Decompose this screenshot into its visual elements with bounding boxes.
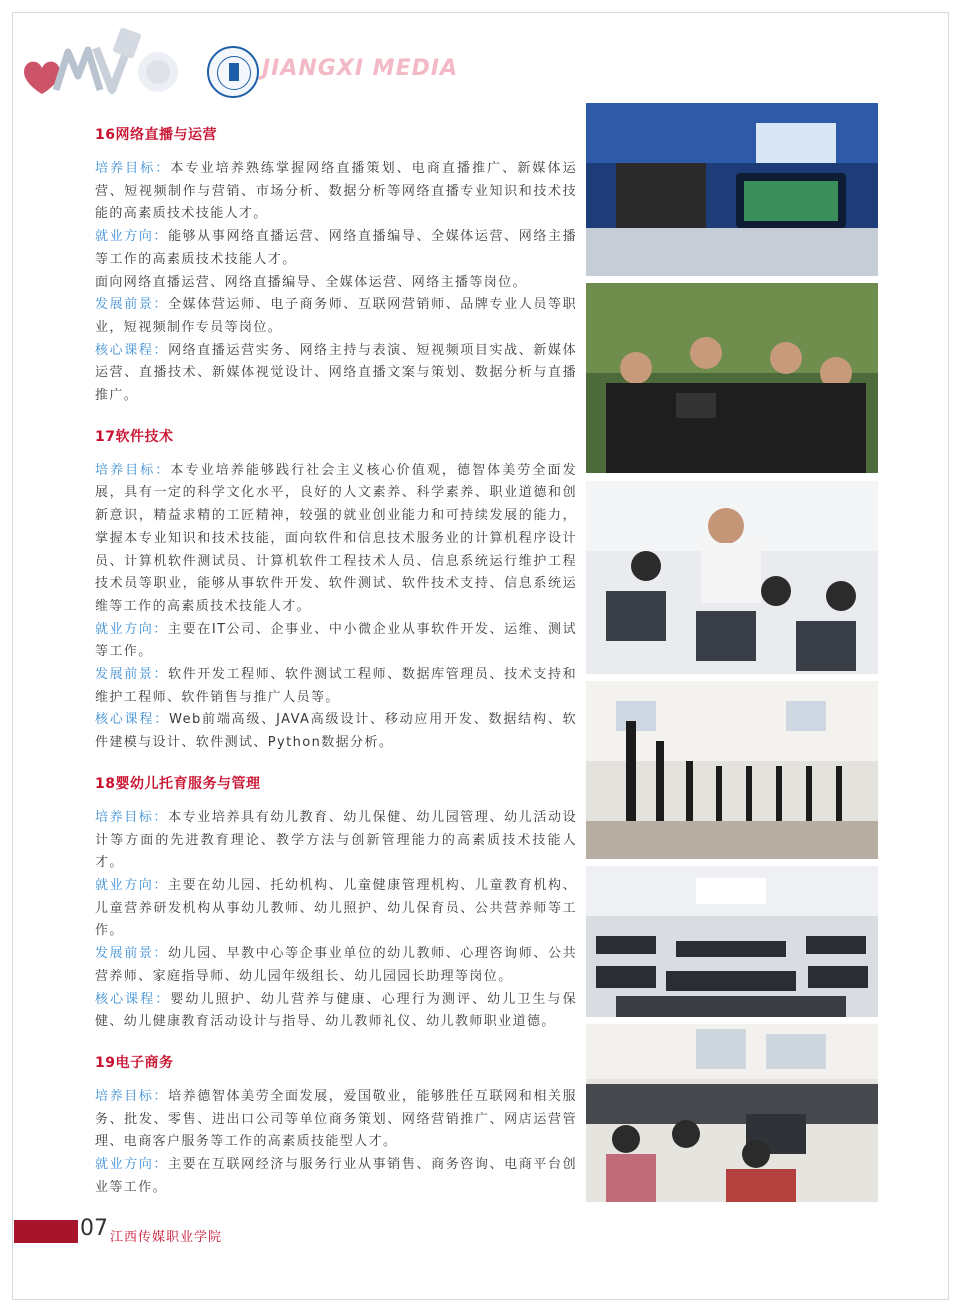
photo-broadcast-studio (586, 103, 878, 276)
section-title: 18婴幼儿托育服务与管理 (95, 775, 261, 792)
section-title: 19电子商务 (95, 1054, 174, 1071)
paragraph: 发展前景：软件开发工程师、软件测试工程师、数据库管理员、技术支持和维护工程师、软件销售与推广人员等。 (95, 667, 577, 705)
paragraph: 就业方向：主要在互联网经济与服务行业从事销售、商务咨询、电商平台创业等工作。 (95, 1157, 577, 1195)
photo-ecommerce-lab (586, 1024, 878, 1202)
paragraph: 就业方向：主要在幼儿园、托幼机构、儿童健康管理机构、儿童教育机构、儿童营养研发机构从事幼儿教师、幼儿照护、幼儿保育员、公共营养师等工作。 (95, 877, 577, 939)
photo-piano-classroom (586, 866, 878, 1017)
paragraph: 培养目标：本专业培养熟练掌握网络直播策划、电商直播推广、新媒体运营、短视频制作与营销、市场分析、数据分析等网络直播专业知识和技术技能的高素质技术技能人才。 (95, 161, 577, 222)
photo-students-camera (586, 283, 878, 473)
paragraph: 核心课程：婴幼儿照护、幼儿营养与健康、心理行为测评、幼儿卫生与保健、幼儿健康教育活动设计与指导、幼儿教师礼仪、幼儿教师职业道德。 (95, 991, 577, 1030)
section-title: 17软件技术 (95, 428, 174, 445)
section-18 (95, 773, 577, 1034)
section-16 (95, 124, 577, 408)
college-name: 江西传媒职业学院 (110, 1230, 223, 1245)
paragraph: 培养目标：本专业培养能够践行社会主义核心价值观，德智体美劳全面发展，具有一定的科学文化水平，良好的人文素养、科学素养、职业道德和创新意识，精益求精的工匠精神，较强的就业创业能力和可持续发展的能力，掌握本专业知识和技术技能，面向软件和信息技术服务业的计算机程序设计员、计算机软件测试员、计算机软件工程技术人员、信息系统运行维护工程技术员等职业，能够从事软件开发、软件测试、软件技术支持、信息系统运维等工作的高素质技术技能人才。 (95, 462, 577, 614)
photo-computer-lab-teacher (586, 481, 878, 674)
paragraph: 核心课程：Web前端高级、JAVA高级设计、移动应用开发、数据结构、软件建模与设计、软件测试、Python数据分析。 (95, 712, 577, 751)
section-17 (95, 426, 577, 755)
section-19 (95, 1052, 577, 1200)
brand-wordmark: JIANGXI MEDIA (262, 56, 459, 81)
paragraph: 就业方向：能够从事网络直播运营、网络直播编导、全媒体运营、网络主播等工作的高素质技术技能人才。 (95, 229, 577, 267)
paragraph: 面向网络直播运营、网络直播编导、全媒体运营、网络主播等岗位。 (95, 274, 528, 290)
photo-dance-studio (586, 681, 878, 859)
section-title: 16网络直播与运营 (95, 127, 217, 143)
paragraph: 核心课程：网络直播运营实务、网络主持与表演、短视频项目实战、新媒体运营、直播技术、新媒体视觉设计、网络直播文案与策划、数据分析与直播推广。 (95, 342, 577, 404)
footer-accent-bar (14, 1220, 78, 1243)
paragraph: 发展前景：幼儿园、早教中心等企事业单位的幼儿教师、心理咨询师、公共营养师、家庭指导师、幼儿园年级组长、幼儿园园长助理等岗位。 (95, 946, 577, 984)
paragraph: 培养目标：本专业培养具有幼儿教育、幼儿保健、幼儿园管理、幼儿活动设计等方面的先进教育理论、教学方法与创新管理能力的高素质技术技能人才。 (95, 809, 577, 871)
college-seal (207, 46, 259, 98)
mv-logo (16, 24, 186, 104)
paragraph: 就业方向：主要在IT公司、企事业、中小微企业从事软件开发、运维、测试等工作。 (95, 621, 577, 660)
text-column (95, 118, 577, 1217)
page-number: 07 (80, 1216, 108, 1241)
paragraph: 发展前景：全媒体营运师、电子商务师、互联网营销师、品牌专业人员等职业，短视频制作专员等岗位。 (95, 297, 577, 335)
paragraph: 培养目标：培养德智体美劳全面发展，爱国敬业，能够胜任互联网和相关服务、批发、零售、进出口公司等单位商务策划、网络营销推广、网店运营管理、电商客户服务等工作的高素质技能型人才。 (95, 1088, 577, 1150)
